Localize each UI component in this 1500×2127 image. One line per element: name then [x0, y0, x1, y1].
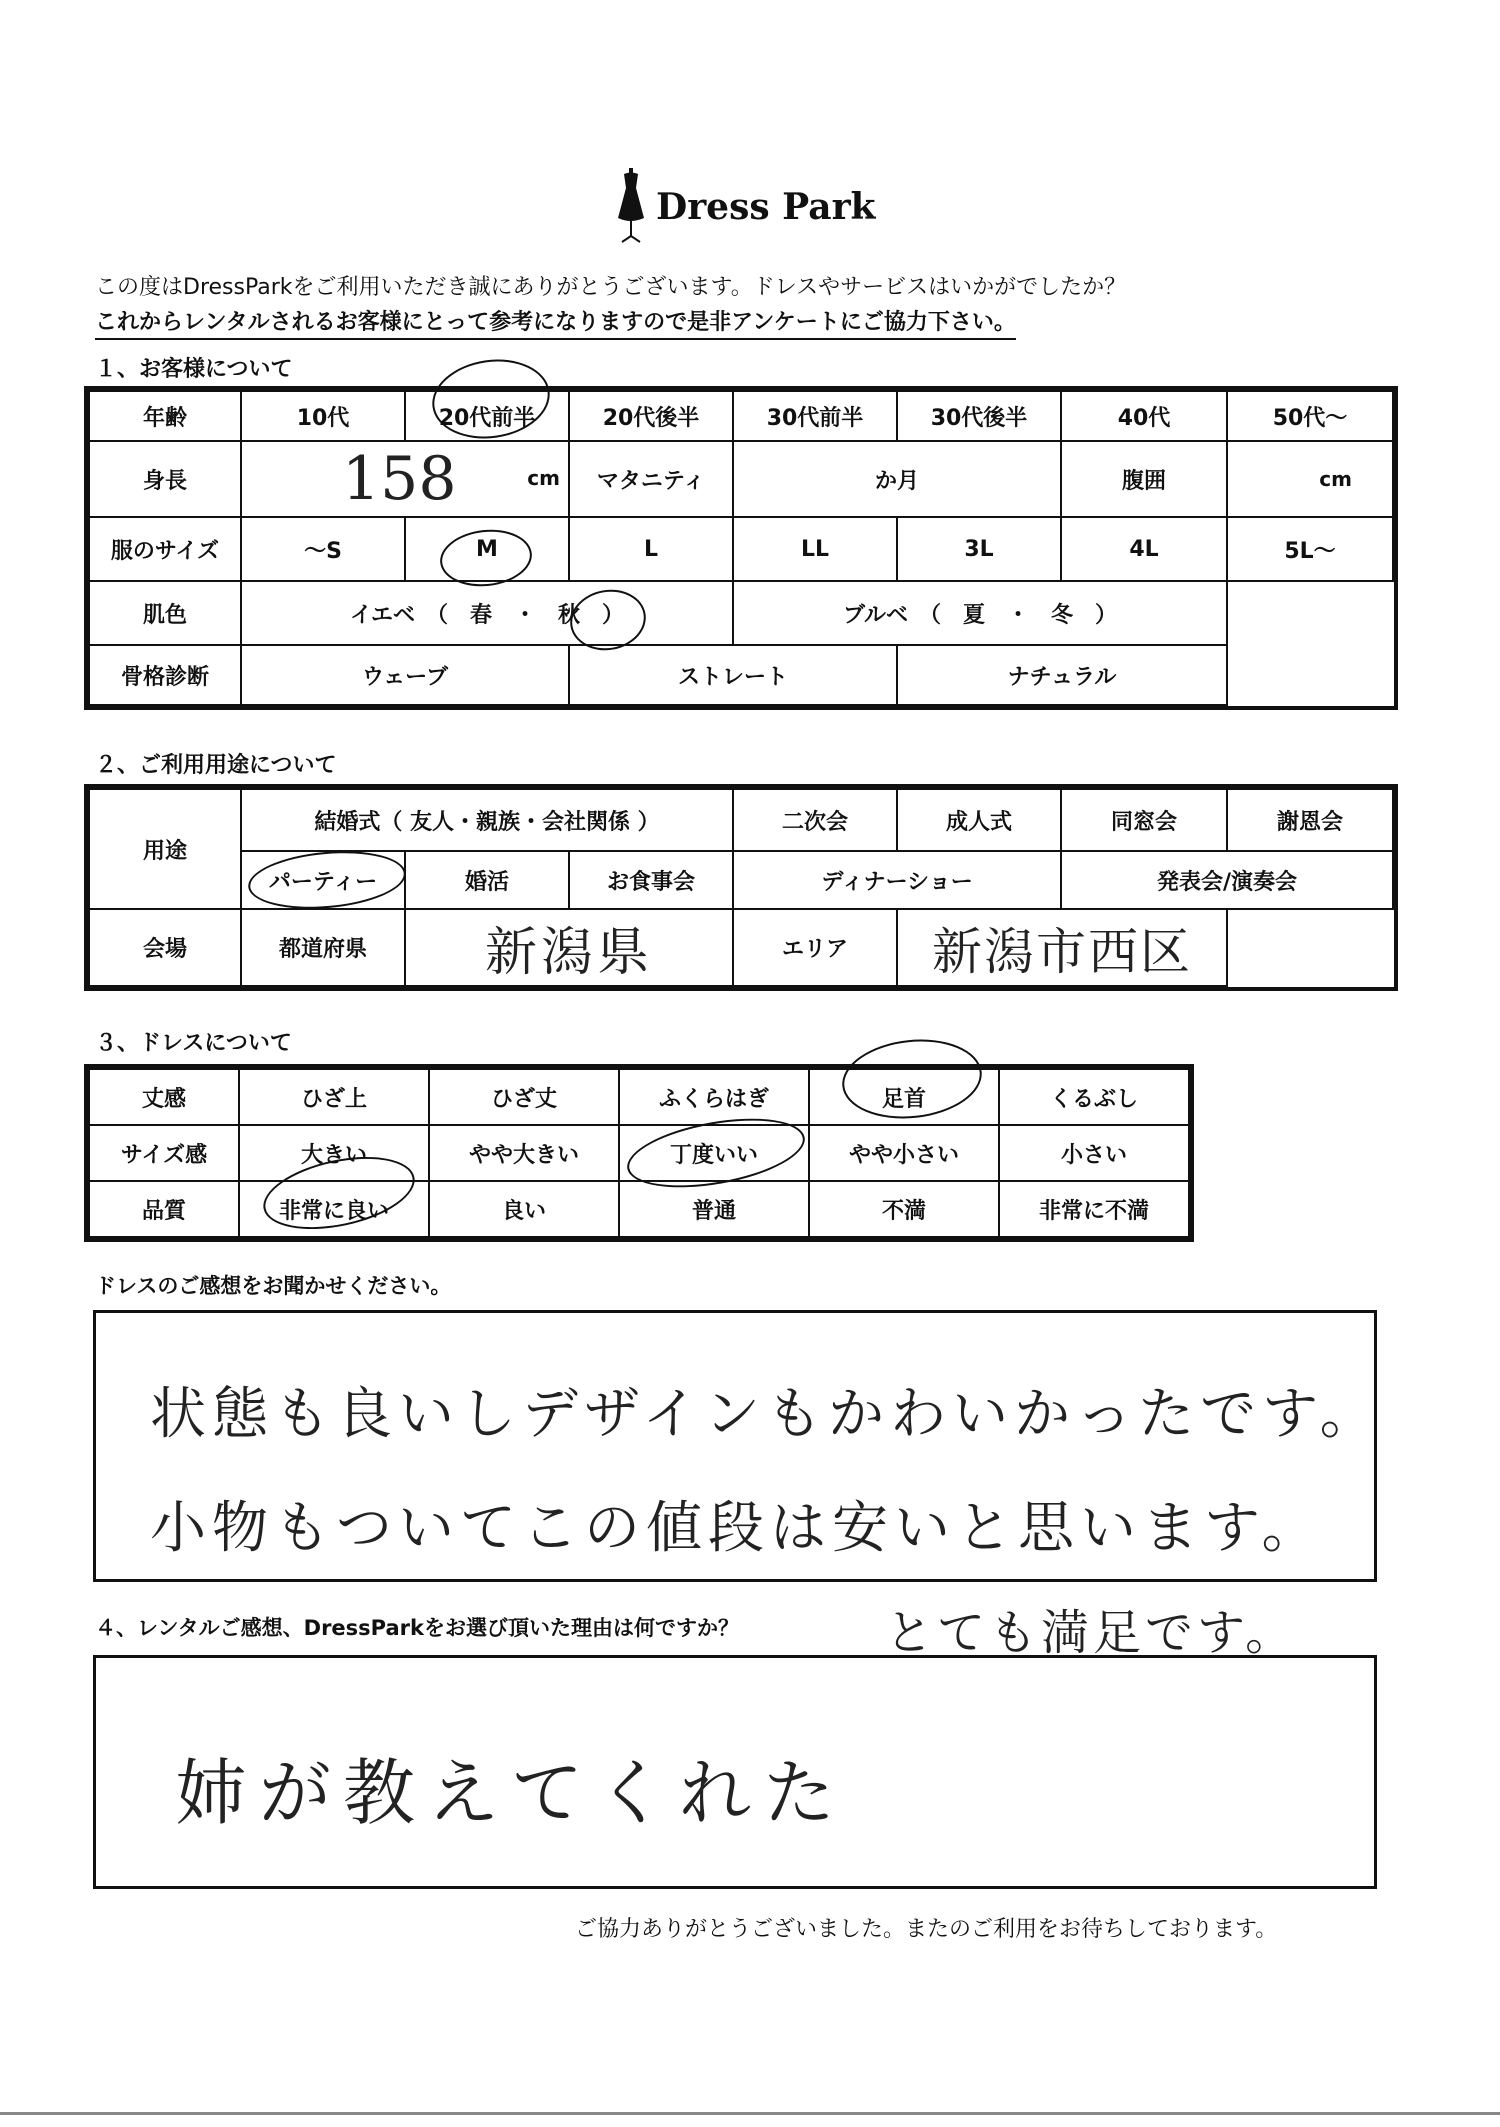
- footer-thanks: ご協力ありがとうございました。またのご利用をお待ちしております。: [575, 1917, 1278, 1942]
- waist-field[interactable]: [1227, 441, 1393, 517]
- fit-row: [89, 1125, 1189, 1181]
- skin-row: [89, 581, 1393, 645]
- section-4-extra-note: とても満足です。: [885, 1605, 1298, 1661]
- impressions-line-2: 小物もついてこの値段は安いと思います。: [150, 1496, 1324, 1561]
- area-value: 新潟市西区: [932, 922, 1193, 981]
- venue-row: [89, 909, 1393, 986]
- purpose-label: 用途: [89, 789, 241, 909]
- reason-answer: 姉が教えてくれた: [175, 1751, 848, 1835]
- customer-table: [88, 390, 1394, 706]
- quality-option[interactable]: 非常に不満: [999, 1181, 1189, 1237]
- age-label: 年齢: [89, 391, 241, 441]
- section-1-title: １、お客様について: [95, 357, 293, 382]
- intro-line-2: これからレンタルされるお客様にとって参考になりますので是非アンケートにご協力下さい。: [95, 305, 1016, 340]
- dress-form-icon: [614, 166, 648, 246]
- section-4-title: ４、レンタルご感想、DressParkをお選び頂いた理由は何ですか？: [95, 1616, 739, 1640]
- purpose-option-selected[interactable]: パーティー: [241, 851, 405, 909]
- size-option[interactable]: ～S: [241, 517, 405, 581]
- maternity-label: マタニティ: [569, 441, 733, 517]
- size-option[interactable]: LL: [733, 517, 897, 581]
- frame-option[interactable]: ナチュラル: [897, 645, 1227, 705]
- intro-line-1: この度はDressParkをご利用いただき誠にありがとうございます。ドレスやサービスはいかがでしたか？: [95, 275, 1127, 300]
- maternity-months-field[interactable]: [733, 441, 1061, 517]
- length-row: [89, 1069, 1189, 1125]
- purpose-option[interactable]: 発表会/演奏会: [1061, 851, 1393, 909]
- brand-logo-text: Dress Park: [656, 186, 876, 228]
- skin-blue-option[interactable]: ブルベ （ 夏 ・ 冬 ）: [733, 581, 1227, 645]
- size-option[interactable]: L: [569, 517, 733, 581]
- age-option[interactable]: 30代前半: [733, 391, 897, 441]
- waist-unit: cm: [1319, 466, 1352, 491]
- waist-label: 腹囲: [1061, 441, 1227, 517]
- purpose-option[interactable]: 婚活: [405, 851, 569, 909]
- height-unit: cm: [527, 466, 560, 490]
- brand-logo: [614, 166, 876, 254]
- frame-label: 骨格診断: [89, 645, 241, 705]
- section-2-title: ２、ご利用用途について: [95, 753, 337, 778]
- section-3-title: ３、ドレスについて: [95, 1031, 292, 1056]
- purpose-row-1: [89, 789, 1393, 851]
- purpose-row-2: [89, 851, 1393, 909]
- quality-row: [89, 1181, 1189, 1237]
- purpose-option[interactable]: お食事会: [569, 851, 733, 909]
- impressions-line-1: 状態も良いしデザインもかわいかったです。: [150, 1382, 1382, 1447]
- length-label: 丈感: [89, 1069, 239, 1125]
- purpose-option[interactable]: 成人式: [897, 789, 1061, 851]
- size-option[interactable]: 5L～: [1227, 517, 1393, 581]
- maternity-unit: か月: [874, 468, 919, 494]
- prefecture-value: 新潟県: [485, 923, 654, 983]
- age-option[interactable]: 40代: [1061, 391, 1227, 441]
- area-field[interactable]: [897, 909, 1227, 986]
- height-field[interactable]: [241, 441, 569, 517]
- age-option[interactable]: 20代後半: [569, 391, 733, 441]
- age-option[interactable]: 10代: [241, 391, 405, 441]
- purpose-option[interactable]: ディナーショー: [733, 851, 1061, 909]
- purpose-option[interactable]: 謝恩会: [1227, 789, 1393, 851]
- prefecture-label: 都道府県: [241, 909, 405, 986]
- age-option-selected[interactable]: 20代前半: [405, 391, 569, 441]
- quality-option[interactable]: 普通: [619, 1181, 809, 1237]
- length-option[interactable]: ひざ上: [239, 1069, 429, 1125]
- size-option-selected[interactable]: M: [405, 517, 569, 581]
- quality-option[interactable]: 不満: [809, 1181, 999, 1237]
- fit-option[interactable]: やや大きい: [429, 1125, 619, 1181]
- fit-option[interactable]: 小さい: [999, 1125, 1189, 1181]
- purpose-option[interactable]: 結婚式（ 友人・親族・会社関係 ）: [241, 789, 733, 851]
- size-option[interactable]: 3L: [897, 517, 1061, 581]
- scan-edge-line: [0, 2112, 1500, 2115]
- fit-option[interactable]: やや小さい: [809, 1125, 999, 1181]
- prefecture-field[interactable]: [405, 909, 733, 986]
- area-label: エリア: [733, 909, 897, 986]
- length-option[interactable]: ひざ丈: [429, 1069, 619, 1125]
- skin-label: 肌色: [89, 581, 241, 645]
- age-option[interactable]: 30代後半: [897, 391, 1061, 441]
- age-option[interactable]: 50代～: [1227, 391, 1393, 441]
- purpose-table: [88, 788, 1394, 987]
- skin-yellow-option[interactable]: イエベ （ 春 ・ 秋 ）: [241, 581, 733, 645]
- impressions-prompt: ドレスのご感想をお聞かせください。: [95, 1274, 452, 1298]
- fit-option-selected[interactable]: 丁度いい: [619, 1125, 809, 1181]
- frame-option[interactable]: ストレート: [569, 645, 897, 705]
- size-label: 服のサイズ: [89, 517, 241, 581]
- height-value: 158: [342, 444, 457, 514]
- purpose-option[interactable]: 二次会: [733, 789, 897, 851]
- quality-label: 品質: [89, 1181, 239, 1237]
- length-option[interactable]: ふくらはぎ: [619, 1069, 809, 1125]
- venue-label: 会場: [89, 909, 241, 986]
- quality-option-selected[interactable]: 非常に良い: [239, 1181, 429, 1237]
- size-option[interactable]: 4L: [1061, 517, 1227, 581]
- length-option-selected[interactable]: 足首: [809, 1069, 999, 1125]
- quality-option[interactable]: 良い: [429, 1181, 619, 1237]
- frame-row: [89, 645, 1393, 705]
- size-row: [89, 517, 1393, 581]
- length-option[interactable]: くるぶし: [999, 1069, 1189, 1125]
- purpose-option[interactable]: 同窓会: [1061, 789, 1227, 851]
- fit-option[interactable]: 大きい: [239, 1125, 429, 1181]
- height-label: 身長: [89, 441, 241, 517]
- age-row: [89, 391, 1393, 441]
- dress-table: [88, 1068, 1190, 1238]
- fit-label: サイズ感: [89, 1125, 239, 1181]
- height-row: [89, 441, 1393, 517]
- frame-option[interactable]: ウェーブ: [241, 645, 569, 705]
